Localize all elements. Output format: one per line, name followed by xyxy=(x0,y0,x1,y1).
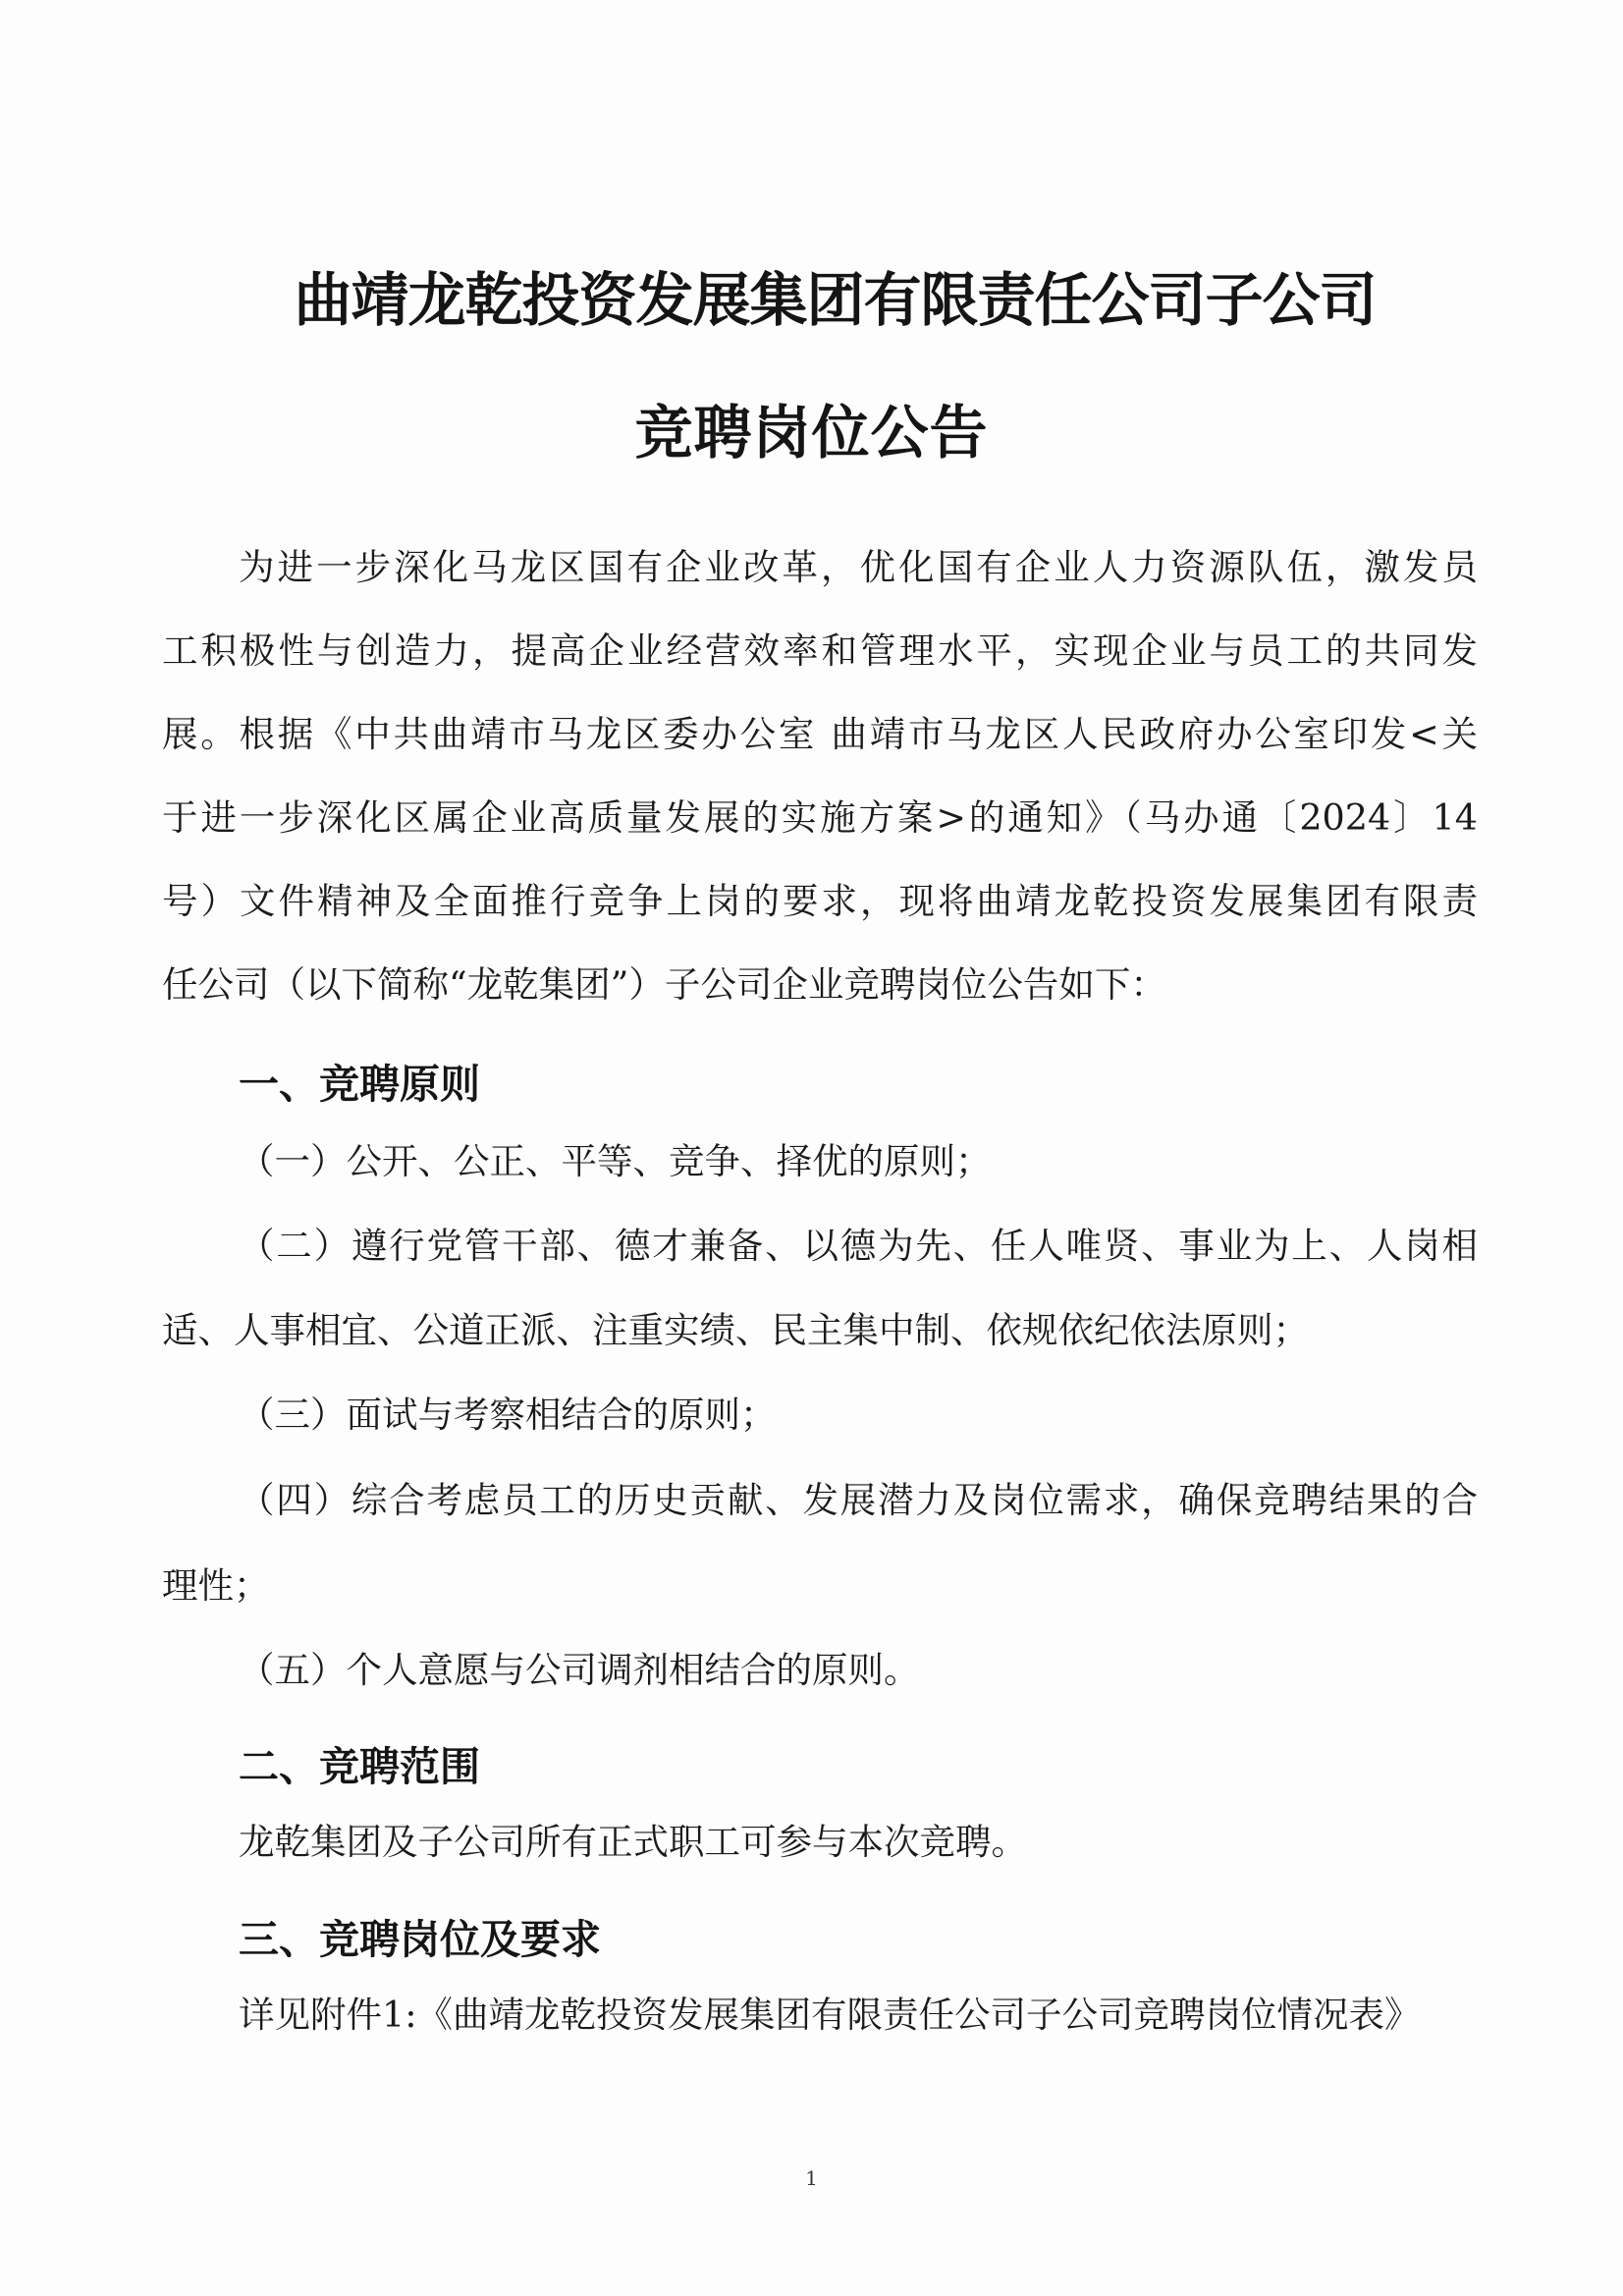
principle-item-4-line-1: （四）综合考虑员工的历史贡献、发展潜力及岗位需求，确保竞聘结果的合 xyxy=(239,1479,1478,1521)
principle-item-2-line-1: （二）遵行党管干部、德才兼备、以德为先、任人唯贤、事业为上、人岗相 xyxy=(239,1225,1478,1267)
positions-text: 详见附件1:《曲靖龙乾投资发展集团有限责任公司子公司竞聘岗位情况表》 xyxy=(239,1994,1421,2036)
intro-line-6: 任公司（以下简称“龙乾集团”）子公司企业竞聘岗位公告如下： xyxy=(162,963,1166,1006)
principle-item-5: （五）个人意愿与公司调剂相结合的原则。 xyxy=(239,1649,920,1691)
intro-line-2: 工积极性与创造力，提高企业经营效率和管理水平，实现企业与员工的共同发 xyxy=(162,629,1478,672)
document-title-line-1: 曲靖龙乾投资发展集团有限责任公司子公司 xyxy=(294,266,1377,334)
intro-line-4: 于进一步深化区属企业高质量发展的实施方案>的通知》（马办通〔2024〕14 xyxy=(162,796,1478,839)
principle-item-4-line-2: 理性； xyxy=(162,1564,270,1607)
principle-item-3: （三）面试与考察相结合的原则； xyxy=(239,1394,777,1436)
page-number: 1 xyxy=(805,2166,818,2190)
scope-text: 龙乾集团及子公司所有正式职工可参与本次竞聘。 xyxy=(239,1821,1027,1863)
principle-item-1: （一）公开、公正、平等、竞争、择优的原则； xyxy=(239,1140,992,1182)
section-heading-scope: 二、竞聘范围 xyxy=(239,1743,480,1790)
intro-line-3: 展。根据《中共曲靖市马龙区委办公室 曲靖市马龙区人民政府办公室印发<关 xyxy=(162,713,1478,755)
intro-line-5: 号）文件精神及全面推行竞争上岗的要求，现将曲靖龙乾投资发展集团有限责 xyxy=(162,880,1478,922)
intro-line-1: 为进一步深化马龙区国有企业改革，优化国有企业人力资源队伍，激发员 xyxy=(239,546,1478,588)
document-title-line-2: 竞聘岗位公告 xyxy=(634,399,989,466)
section-heading-positions: 三、竞聘岗位及要求 xyxy=(239,1916,601,1963)
principle-item-2-line-2: 适、人事相宜、公道正派、注重实绩、民主集中制、依规依纪依法原则； xyxy=(162,1309,1309,1351)
section-heading-principles: 一、竞聘原则 xyxy=(239,1061,480,1108)
